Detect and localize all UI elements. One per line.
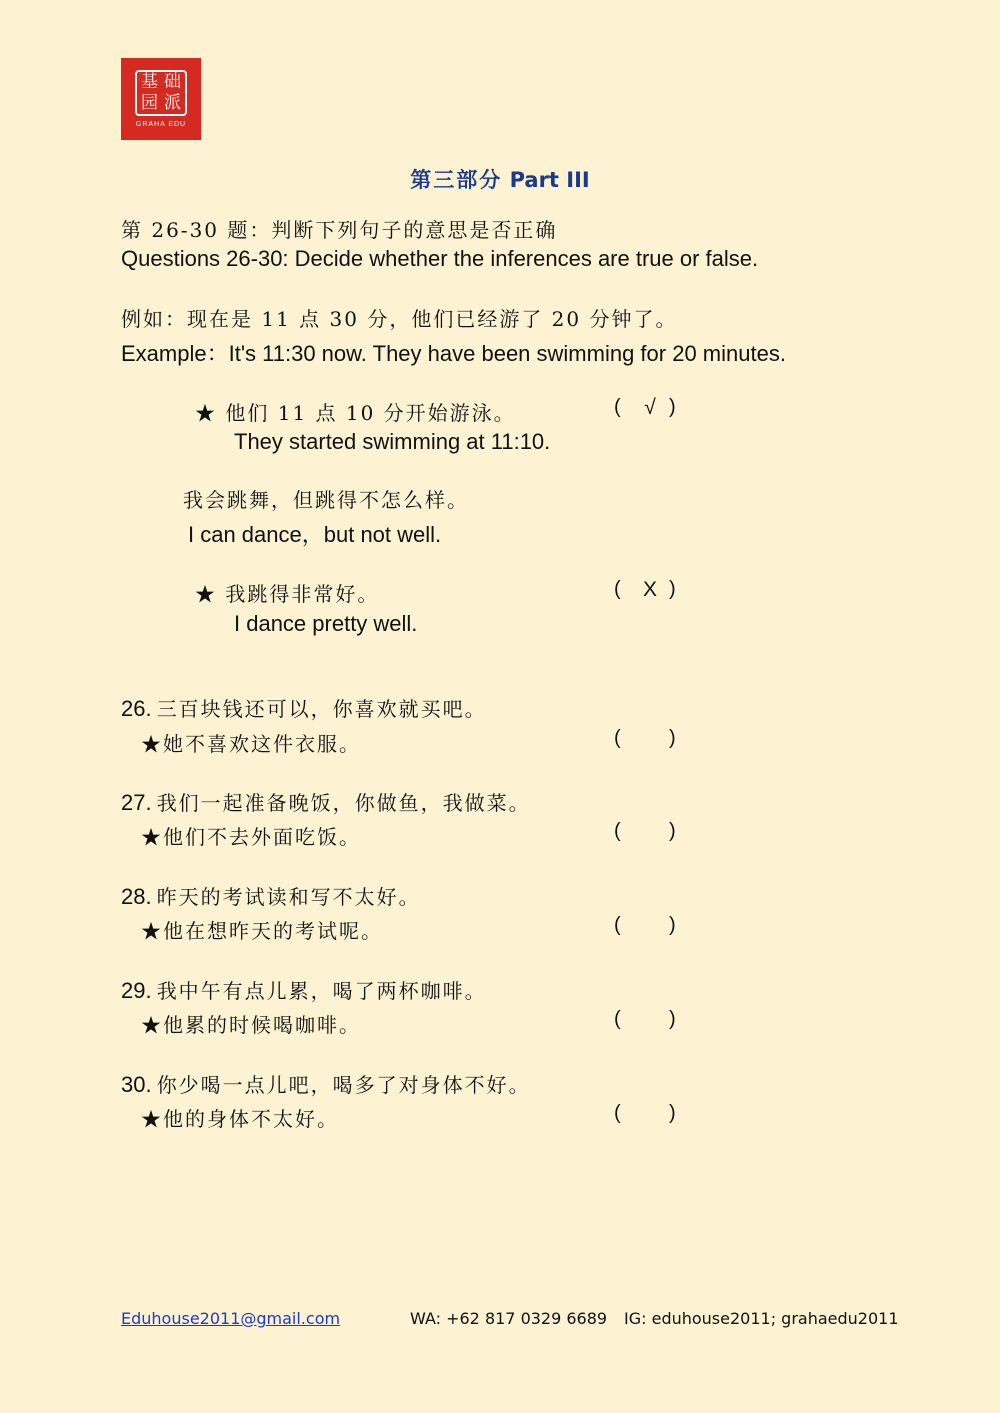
example-sentence-zh: 例如：现在是 11 点 30 分，他们已经游了 20 分钟了。 xyxy=(121,307,678,331)
paren-close: ) xyxy=(669,578,676,600)
paren-close: ) xyxy=(669,1008,676,1030)
question-number: 27. xyxy=(121,790,152,815)
question-statement: ★他在想昨天的考试呢。 xyxy=(141,919,383,943)
footer-email-wrap xyxy=(121,1309,340,1328)
logo-glyph: 园 xyxy=(141,93,158,113)
logo-glyph: 础 xyxy=(164,72,181,92)
question-26 xyxy=(121,693,487,722)
question-29 xyxy=(121,975,487,1004)
paren-open: ( xyxy=(614,578,621,600)
example2-sentence-en: I can dance，but not well. xyxy=(188,522,442,547)
question-number: 30. xyxy=(121,1072,152,1097)
question-text: 我中午有点儿累，喝了两杯咖啡。 xyxy=(156,979,487,1003)
question-statement: ★他们不去外面吃饭。 xyxy=(141,825,361,849)
paren-open: ( xyxy=(614,396,621,418)
question-30 xyxy=(121,1069,531,1098)
example2-statement-en: I dance pretty well. xyxy=(234,611,418,636)
example2-sentence-zh: 我会跳舞，但跳得不怎么样。 xyxy=(183,488,469,512)
question-number: 29. xyxy=(121,978,152,1003)
question-number: 28. xyxy=(121,884,152,909)
example2-statement-zh: ★ 我跳得非常好。 xyxy=(195,582,380,606)
logo-glyph: 基 xyxy=(141,72,158,92)
paren-open: ( xyxy=(614,1102,621,1124)
paren-close: ) xyxy=(669,727,676,749)
paren-close: ) xyxy=(669,1102,676,1124)
example-answer: √ xyxy=(644,396,656,419)
paren-close: ) xyxy=(669,914,676,936)
footer-email-link[interactable]: Eduhouse2011@gmail.com xyxy=(121,1309,341,1328)
section-title-zh: 第三部分 xyxy=(410,167,503,192)
logo-caption: GRAHA EDU xyxy=(135,121,187,128)
instruction-zh: 第 26-30 题：判断下列句子的意思是否正确 xyxy=(121,218,558,242)
question-27 xyxy=(121,787,531,816)
question-text: 你少喝一点儿吧，喝多了对身体不好。 xyxy=(156,1073,531,1097)
question-statement: ★他累的时候喝咖啡。 xyxy=(141,1013,361,1037)
question-number: 26. xyxy=(121,696,152,721)
section-title-en: Part III xyxy=(509,168,590,192)
question-28 xyxy=(121,881,421,910)
instruction-en: Questions 26-30: Decide whether the inferences are true or false. xyxy=(121,246,759,271)
example2-answer: X xyxy=(642,578,657,601)
paren-open: ( xyxy=(614,914,621,936)
paren-close: ) xyxy=(669,396,676,418)
example-statement-en: They started swimming at 11:10. xyxy=(234,429,551,454)
section-title xyxy=(0,164,1000,194)
logo-glyph: 派 xyxy=(164,93,181,113)
paren-open: ( xyxy=(614,820,621,842)
question-text: 我们一起准备晚饭，你做鱼，我做菜。 xyxy=(156,791,531,815)
paren-close: ) xyxy=(669,820,676,842)
question-statement: ★她不喜欢这件衣服。 xyxy=(141,732,361,756)
logo-mark xyxy=(135,70,187,116)
paren-open: ( xyxy=(614,727,621,749)
footer-whatsapp: WA: +62 817 0329 6689 xyxy=(410,1309,608,1328)
graha-edu-logo xyxy=(121,58,201,140)
example-statement-zh: ★ 他们 11 点 10 分开始游泳。 xyxy=(195,401,516,425)
question-statement: ★他的身体不太好。 xyxy=(141,1107,339,1131)
question-text: 三百块钱还可以，你喜欢就买吧。 xyxy=(156,697,487,721)
example-sentence-en: Example：It's 11:30 now. They have been swimming for 20 minutes. xyxy=(121,341,786,366)
paren-open: ( xyxy=(614,1008,621,1030)
question-text: 昨天的考试读和写不太好。 xyxy=(156,885,421,909)
footer-instagram: IG: eduhouse2011; grahaedu2011 xyxy=(624,1309,899,1328)
